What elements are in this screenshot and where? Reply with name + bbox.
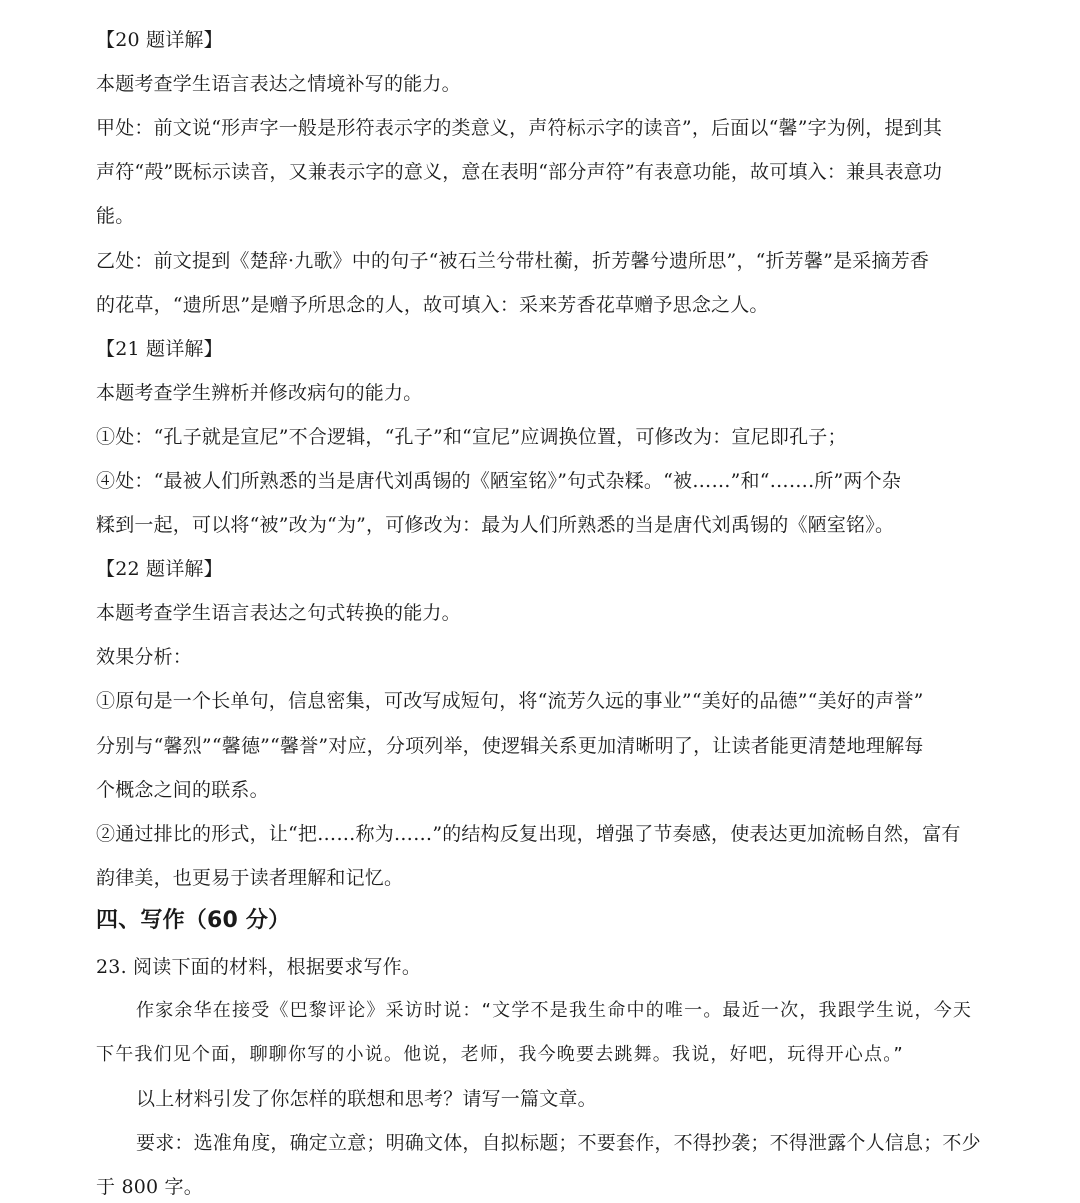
q21-item-4-line-1: ④处：“最被人们所熟悉的当是唐代刘禹锡的《陋室铭》”句式杂糅。“被……”和“…….所”两个杂 [96,470,902,492]
writing-section-heading: 四、写作（60 分） [96,908,291,933]
q21-item-1: ①处：“孔子就是宣尼”不合逻辑，“孔子”和“宣尼”应调换位置，可修改为：宣尼即孔子； [96,426,847,448]
q20-jia-line-3: 能。 [96,205,135,227]
q22-analysis-label: 效果分析： [96,646,193,668]
q20-jia-line-2: 声符“殸”既标示读音，又兼表示字的意义，意在表明“部分声符”有表意功能，故可填入：兼具表意功 [96,161,943,183]
q22-point-1-line-3: 个概念之间的联系。 [96,779,269,801]
writing-material-line-2: 下午我们见个面，聊聊你写的小说。他说，老师，我今晚要去跳舞。我说，好吧，玩得开心点。” [96,1044,904,1065]
q21-intro: 本题考查学生辨析并修改病句的能力。 [96,382,423,404]
q20-title: 【20 题详解】 [96,29,223,51]
q20-intro: 本题考查学生语言表达之情境补写的能力。 [96,73,461,95]
q20-jia-line-1: 甲处：前文说“形声字一般是形符表示字的类意义，声符标示字的读音”，后面以“馨”字为例，提到其 [96,117,943,139]
writing-requirements-line-1: 要求：选准角度，确定立意；明确文体，自拟标题；不要套作，不得抄袭；不得泄露个人信息；不少 [136,1132,981,1154]
writing-requirements-line-2: 于 800 字。 [96,1176,203,1198]
writing-question: 23. 阅读下面的材料，根据要求写作。 [96,956,422,978]
q22-title: 【22 题详解】 [96,558,223,580]
q22-point-2-line-2: 韵律美，也更易于读者理解和记忆。 [96,867,404,889]
q22-point-1-line-2: 分别与“馨烈”“馨德”“馨誉”对应，分项列举，使逻辑关系更加清晰明了，让读者能更清楚地理解每 [96,735,924,757]
q21-title: 【21 题详解】 [96,338,223,360]
q22-intro: 本题考查学生语言表达之句式转换的能力。 [96,602,461,624]
q21-item-4-line-2: 糅到一起，可以将“被”改为“为”，可修改为：最为人们所熟悉的当是唐代刘禹锡的《陋室铭》。 [96,514,895,536]
q22-point-1-line-1: ①原句是一个长单句，信息密集，可改写成短句，将“流芳久远的事业”“美好的品德”“美好的声誉” [96,690,924,712]
q22-point-2-line-1: ②通过排比的形式，让“把……称为……”的结构反复出现，增强了节奏感，使表达更加流畅自然，富有 [96,823,961,845]
writing-material-line-1: 作家余华在接受《巴黎评论》采访时说：“文学不是我生命中的唯一。最近一次，我跟学生说，今天 [136,1000,973,1021]
q20-yi-line-2: 的花草，“遗所思”是赠予所思念的人，故可填入：采来芳香花草赠予思念之人。 [96,294,769,316]
writing-prompt: 以上材料引发了你怎样的联想和思考？请写一篇文章。 [136,1088,597,1110]
q20-yi-line-1: 乙处：前文提到《楚辞·九歌》中的句子“被石兰兮带杜蘅，折芳馨兮遗所思”，“折芳馨”是采摘芳香 [96,250,930,272]
